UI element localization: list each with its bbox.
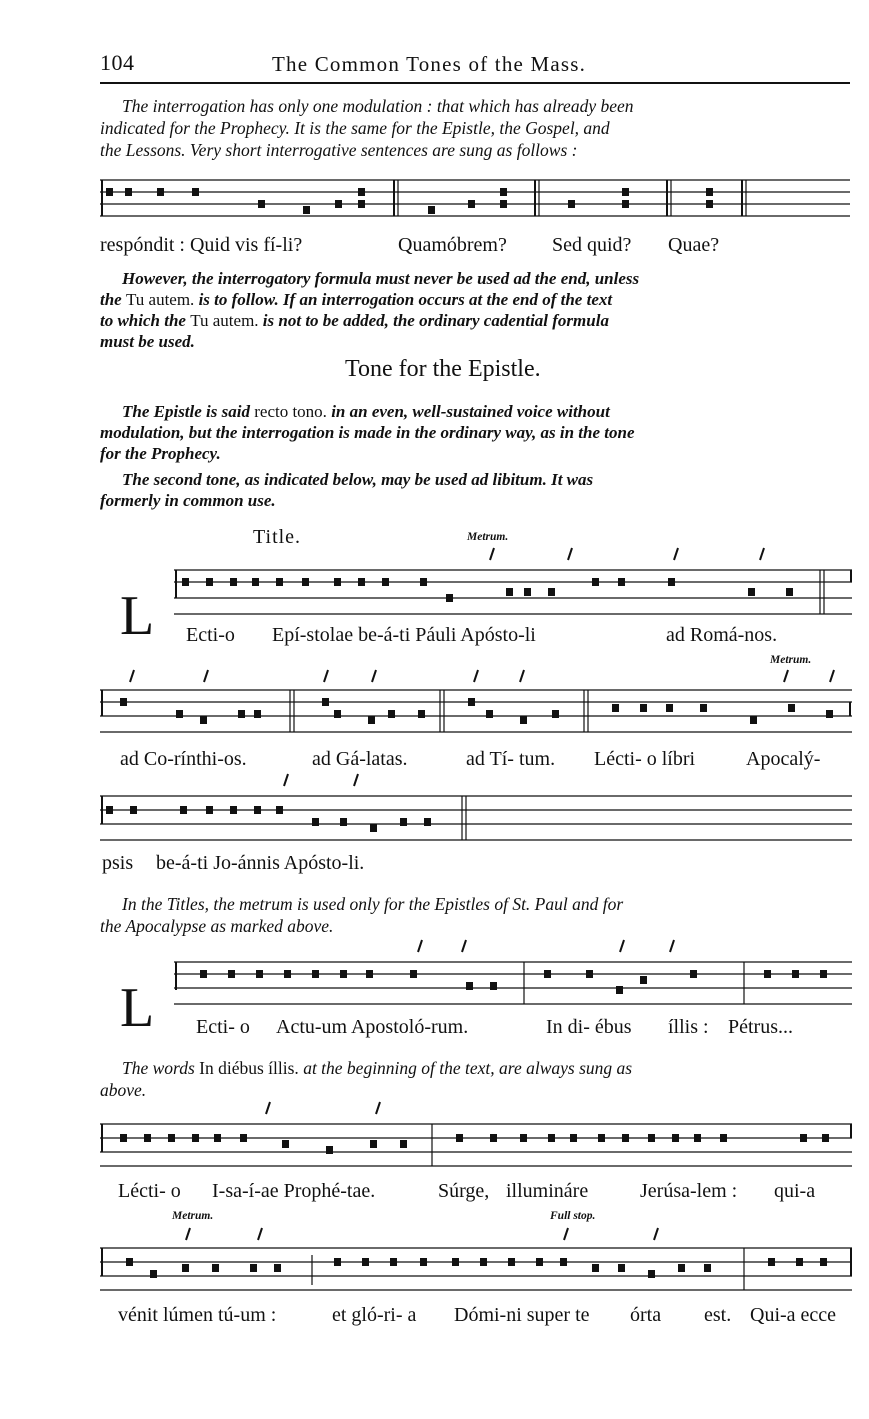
metrum-label: Metrum. <box>172 1210 214 1222</box>
metrum-label: Metrum. <box>467 531 509 543</box>
ex3-lyric-4: Lécti- o líbri <box>594 748 696 770</box>
section-heading: Tone for the Epistle. <box>345 356 541 382</box>
ex4-lyric-1: psis <box>102 852 134 874</box>
note-line: In the Titles, the metrum is used only for the Epistles of St. Paul and for <box>122 894 624 914</box>
ex5-lyric-3: In di- ébus <box>546 1016 632 1038</box>
ex7-lyric-2: et gló-ri- a <box>332 1304 417 1326</box>
ex6-lyric-3: Súrge, <box>438 1180 490 1202</box>
ex7-lyric-1: vénit lúmen tú-um : <box>118 1304 277 1326</box>
epistle-paragraph-1 <box>100 401 850 464</box>
ex7-lyric-6: Qui-a ecce <box>750 1304 837 1326</box>
para-line: formerly in common use. <box>100 491 276 510</box>
note-line: to which the Tu autem. is not to be added, the ordinary cadential formula <box>100 311 609 330</box>
dropcap-l: L <box>120 585 155 647</box>
ex4-lyric-2: be-á-ti Jo-ánnis Apósto-li. <box>156 852 365 874</box>
staff-6 <box>100 1124 852 1166</box>
ex5-lyric-5: Pétrus... <box>728 1016 793 1038</box>
ex1-lyric-3: Sed quid? <box>552 234 632 256</box>
ex6-lyric-6: qui-a <box>774 1180 816 1202</box>
ex6-lyric-5: Jerúsa-lem : <box>640 1180 738 1202</box>
ex7-lyric-4: órta <box>630 1304 662 1326</box>
ex2-lyric-2: Epí-stolae be-á-ti Páuli Apósto-li <box>272 624 536 646</box>
ex5-lyric-1: Ecti- o <box>196 1016 250 1038</box>
ex7-lyric-3: Dómi-ni super te <box>454 1304 590 1326</box>
note-line: the Tu autem. is to follow. If an interrogation occurs at the end of the text <box>100 290 613 309</box>
ex6-lyric-2: I-sa-í-ae Prophé-tae. <box>212 1180 376 1202</box>
ex3-lyric-3: ad Tí- tum. <box>466 748 556 770</box>
staff-6-notes <box>120 1134 829 1154</box>
running-title: The Common Tones of the Mass. <box>272 52 587 76</box>
para-line: for the Prophecy. <box>100 444 221 463</box>
note-line: above. <box>100 1080 147 1100</box>
full-stop-label: Full stop. <box>550 1210 596 1222</box>
staff-1 <box>100 180 850 216</box>
page-number: 104 <box>100 50 135 75</box>
ex1-lyric-1: respóndit : Quid vis fí-li? <box>100 234 303 256</box>
metrum-label: Metrum. <box>770 654 812 666</box>
ex2-lyric-3: ad Romá-nos. <box>666 624 778 646</box>
note-interrogatory <box>100 268 850 352</box>
ex1-lyric-4: Quae? <box>668 234 720 256</box>
ex6-lyric-4: illumináre <box>506 1180 589 1202</box>
ex1-lyric-2: Quamóbrem? <box>398 234 507 256</box>
staff-5 <box>174 962 852 1004</box>
intro-line: the Lessons. Very short interrogative sentences are sung as follows : <box>100 140 578 160</box>
ex5-lyric-2: Actu-um Apostoló-rum. <box>276 1016 469 1038</box>
ex7-lyric-5: est. <box>704 1304 732 1326</box>
intro-line: The interrogation has only one modulation : that which has already been <box>122 96 634 116</box>
dropcap-l: L <box>120 977 155 1039</box>
para-line: The Epistle is said recto tono. in an even, well-sustained voice without <box>122 402 610 421</box>
note-line: The words In diébus íllis. at the beginning of the text, are always sung as <box>122 1058 633 1078</box>
title-label: Title. <box>253 526 302 548</box>
ex6-lyric-1: Lécti- o <box>118 1180 181 1202</box>
ex2-lyric-1: Ecti-o <box>186 624 235 646</box>
note-line: the Apocalypse as marked above. <box>100 916 334 936</box>
staff-7-notes <box>126 1258 827 1278</box>
staff-4 <box>100 796 852 840</box>
note-in-diebus <box>100 1057 850 1101</box>
staff-3 <box>100 690 852 732</box>
ex3-lyric-5: Apocalý- <box>746 748 821 770</box>
note-line: However, the interrogatory formula must never be used ad the end, unless <box>122 269 640 288</box>
note-titles <box>100 893 850 937</box>
note-line: must be used. <box>100 332 195 351</box>
ex5-lyric-4: íllis : <box>668 1016 709 1038</box>
ex3-lyric-1: ad Co-rínthi-os. <box>120 748 247 770</box>
para-line: The second tone, as indicated below, may be used ad libitum. It was <box>122 470 594 489</box>
epistle-paragraph-2 <box>100 469 850 511</box>
ex3-lyric-2: ad Gá-latas. <box>312 748 408 770</box>
para-line: modulation, but the interrogation is made in the ordinary way, as in the tone <box>100 423 635 442</box>
intro-line: indicated for the Prophecy. It is the same for the Epistle, the Gospel, and <box>100 118 610 138</box>
